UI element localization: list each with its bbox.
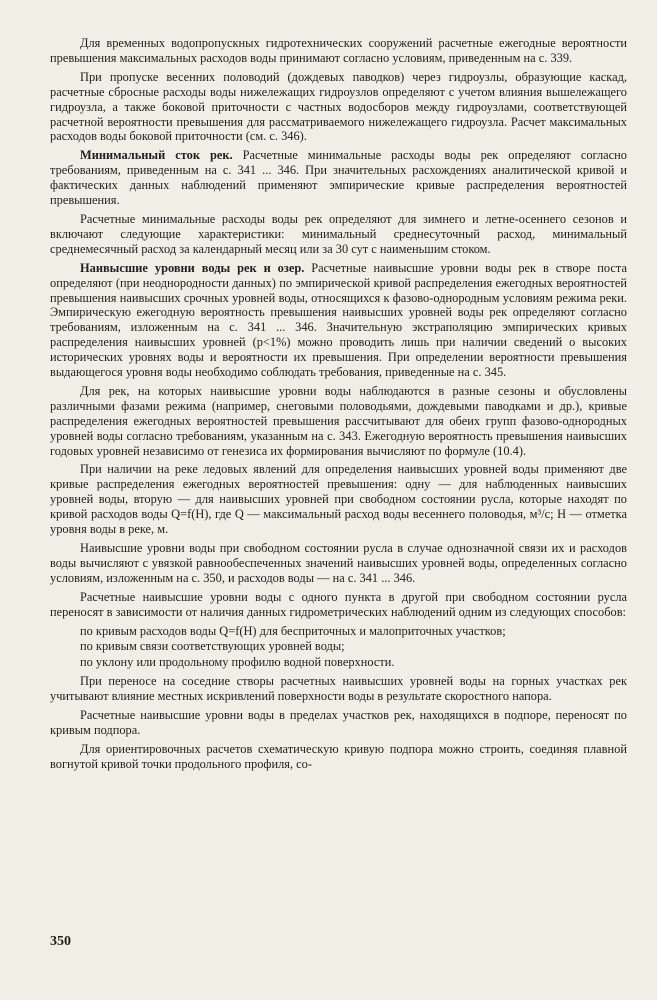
paragraph: Расчетные минимальные расходы воды рек определяют для зимнего и летне-осеннего сезонов и включают следующие характеристики: минимальный среднесуточный расход, минимальный среднемесячный расход за календарный месяц или за 30 сут с наименьшим стоком. — [50, 211, 627, 256]
paragraph: Наивысшие уровни воды при свободном состоянии русла в случае однозначной связи их и расходов воды вычисляют с увязкой равнообеспеченных значений наивысших уровней воды, определенных согласно условиям, изложенным на с. 350, и расходов воды — на с. 341 ... 346. — [50, 541, 627, 585]
paragraph: Расчетные наивысшие уровни воды в пределах участков рек, находящихся в подпоре, переносят по кривым подпора. — [50, 708, 627, 737]
run-in-heading: Наивысшие уровни воды рек и озер. — [80, 260, 305, 275]
list-item: по кривым связи соответствующих уровней воды; — [80, 639, 345, 654]
paragraph: Расчетные наивысшие уровни воды с одного пункта в другой при свободном состоянии русла переносят в зависимости от наличия данных гидрометрических наблюдений одним из следующих способов: — [50, 589, 627, 619]
paragraph: Минимальный сток рек. Расчетные минимальные расходы воды рек определяют согласно требованиям, приведенным на с. 341 ... 346. При значительных расхождениях аналитической кривой и фактических данных наблюдений применяют эмпирические кривые распределения вероятностей превышения. — [50, 148, 627, 208]
paragraph: При пропуске весенних половодий (дождевых паводков) через гидроузлы, образующие каскад, расчетные сбросные расходы воды нижележащих гидроузлов определяют с учетом влияния вышележащего гидроузла, а также боковой приточности с частных водосборов между гидроузлами, соответствующей расчетной вероятности превышения для рассматриваемого нижележащего гидроузла. Расчет максимальных расходов воды боковой приточности (см. с. 346). — [50, 69, 627, 144]
paragraph: При наличии на реке ледовых явлений для определения наивысших уровней воды применяют две кривые распределения ежегодных вероятностей превышения: одну — для наблюденных наивысших уровней воды, вторую — для наивысших уровней при свободном состоянии русла, которые находят по кривой расходов воды Q=f(H), где Q — максимальный расход воды весеннего половодья, м³/с; H — отметка уровня воды в реке, м. — [50, 462, 627, 537]
paragraph: Для временных водопропускных гидротехнических сооружений расчетные ежегодные вероятности превышения максимальных расходов воды принимают согласно условиям, приведенным на с. 339. — [50, 36, 627, 65]
list-item: по кривым расходов воды Q=f(H) для бесприточных и малоприточных участков; — [80, 623, 506, 638]
paragraph: Для рек, на которых наивысшие уровни воды наблюдаются в разные сезоны и обусловлены различными фазами режима (например, снеговыми половодьями, дождевыми паводками и др.), кривые распределения ежегодных вероятностей превышения рассчитывают для обеих групп фазово-однородных уровней воды согласно требованиям, указанным на с. 343. Ежегодную вероятность превышения наивысших годовых уровней независимо от генезиса их формирования вычисляют по формуле (10.4). — [50, 383, 627, 458]
paragraph: При переносе на соседние створы расчетных наивысших уровней воды на горных участках рек учитывают влияние местных искривлений поверхности воды в результате скоростного напора. — [50, 674, 627, 704]
paragraph: Наивысшие уровни воды рек и озер. Расчетные наивысшие уровни воды рек в створе поста определяют (при неоднородности данных) по эмпирической кривой распределения ежегодных вероятностей превышения наивысших срочных уровней воды, относящихся к фазово-однородным условиям режима реки. Эмпирическую ежегодную вероятность превышения наивысших уровней воды рек определяют согласно требованиям, изложенным на с. 341 ... 346. Значительную экстраполяцию эмпирических кривых распределения наивысших уровней (р<1%) можно проводить лишь при наличии сведений о высоких исторических уровнях воды и вероятности их превышения. При определении вероятности превышения выдающегося уровня воды необходимо соблюдать требования, приведенные на с. 345. — [50, 260, 627, 380]
run-in-heading: Минимальный сток рек. — [80, 148, 233, 163]
paragraph: Для ориентировочных расчетов схематическую кривую подпора можно строить, соединяя плавной вогнутой кривой точки продольного профиля, со- — [50, 741, 627, 771]
body-text — [50, 36, 627, 772]
page-number: 350 — [50, 934, 71, 949]
list-item: по уклону или продольному профилю водной поверхности. — [80, 655, 395, 670]
